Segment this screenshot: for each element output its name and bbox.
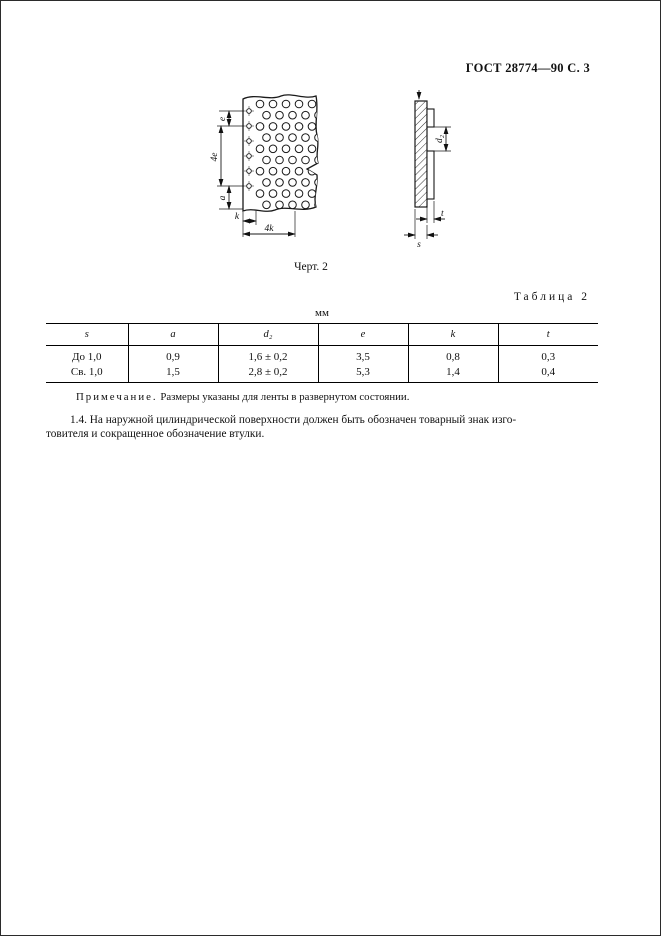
hole-circle: [289, 179, 297, 187]
table-label: Таблица 2: [513, 291, 590, 303]
hole-circle: [282, 190, 290, 198]
hole-circle: [263, 201, 271, 209]
hole-circle: [289, 134, 297, 142]
edge-hole-circle: [247, 124, 252, 129]
hole-circle: [276, 179, 284, 187]
hole-circle: [269, 167, 277, 175]
hole-circle: [308, 123, 316, 131]
hole-circle: [256, 100, 264, 108]
hole-circle: [269, 145, 277, 153]
dim-label-a: a: [218, 195, 228, 201]
table-header-row: [46, 324, 598, 346]
dim-label-4k: 4k: [264, 224, 274, 234]
hole-circle: [269, 123, 277, 131]
col-header-d2: d₂: [218, 324, 318, 346]
hole-circle: [282, 145, 290, 153]
hole-circle: [302, 134, 310, 142]
edge-hole-circle: [247, 109, 252, 114]
dim-label-d2: d₂: [435, 134, 445, 144]
paragraph-1-4: [46, 413, 604, 442]
hole-circle: [256, 167, 264, 175]
table-row: [46, 364, 598, 383]
hole-circle: [282, 167, 290, 175]
hole-circle: [269, 100, 277, 108]
dimension-e: [218, 111, 229, 126]
hole-circle: [295, 190, 303, 198]
hole-circle: [256, 123, 264, 131]
dimension-d2: [434, 127, 451, 151]
col-header-a: a: [128, 324, 218, 346]
dimension-a: [218, 186, 229, 209]
hole-circle: [295, 145, 303, 153]
col-header-t: t: [498, 324, 598, 346]
hole-circle: [315, 179, 323, 187]
table-row: [46, 346, 598, 365]
strip-profile: [427, 109, 434, 199]
col-header-e: e: [318, 324, 408, 346]
cell: 0,4: [498, 364, 598, 383]
hole-circle: [289, 156, 297, 164]
figure-drawing-area: [183, 89, 490, 259]
hole-circle: [289, 111, 297, 119]
hole-circle: [263, 111, 271, 119]
hole-circle: [302, 156, 310, 164]
cell: 0,9: [128, 346, 218, 365]
hole-circle: [263, 156, 271, 164]
section-view-drawing: [395, 89, 490, 249]
perforated-strip-drawing: [183, 89, 353, 259]
hole-circle: [308, 167, 316, 175]
edge-hole-circle: [247, 169, 252, 174]
wall-section: [415, 101, 427, 207]
cell: 5,3: [318, 364, 408, 383]
hole-circle: [282, 100, 290, 108]
hole-circle: [256, 145, 264, 153]
note-label: Примечание.: [76, 391, 158, 403]
cell: 3,5: [318, 346, 408, 365]
hole-circle: [263, 179, 271, 187]
hole-circle: [295, 167, 303, 175]
hole-circle: [256, 190, 264, 198]
hole-circle: [282, 123, 290, 131]
dim-label-s: s: [417, 240, 421, 249]
cell: Св. 1,0: [70, 365, 103, 378]
dim-label-t: t: [441, 209, 444, 219]
hole-circle: [276, 156, 284, 164]
hole-circle: [276, 134, 284, 142]
hole-circle: [263, 134, 271, 142]
cell: 2,8 ± 0,2: [218, 364, 318, 383]
hole-circle: [276, 201, 284, 209]
table-units: мм: [315, 307, 329, 319]
hole-circle: [276, 111, 284, 119]
edge-hole-circle: [247, 184, 252, 189]
document-header: ГОСТ 28774—90 С. 3: [465, 61, 590, 75]
hole-circle: [302, 111, 310, 119]
hole-circle: [295, 100, 303, 108]
cell: До 1,0: [71, 350, 102, 363]
edge-hole-circle: [247, 139, 252, 144]
cell: 1,4: [408, 364, 498, 383]
hole-circle: [295, 123, 303, 131]
dimension-4e: [210, 126, 221, 186]
dimension-k: [235, 212, 256, 222]
col-header-s: s: [46, 324, 128, 346]
dimension-4k: [243, 224, 295, 234]
dim-label-k: k: [234, 212, 240, 222]
hole-circle: [289, 201, 297, 209]
hole-circle: [269, 190, 277, 198]
hole-circle: [308, 100, 316, 108]
figure-caption: Черт. 2: [294, 261, 328, 273]
dimension-s: [404, 209, 438, 249]
edge-hole-circle: [247, 154, 252, 159]
hole-circle: [302, 179, 310, 187]
dim-label-4e: 4e: [210, 152, 220, 162]
cell: 0,3: [498, 346, 598, 365]
hole-circle: [302, 201, 310, 209]
dim-label-e: e: [218, 116, 228, 122]
table-note: [46, 391, 598, 403]
note-text: Размеры указаны для ленты в развернутом состоянии.: [160, 391, 410, 403]
col-header-k: k: [408, 324, 498, 346]
cell: 0,8: [408, 346, 498, 365]
hole-circle: [315, 111, 323, 119]
hole-circle: [308, 190, 316, 198]
cell: 1,6 ± 0,2: [218, 346, 318, 365]
hole-circle: [315, 134, 323, 142]
dimensions-table: [46, 323, 598, 383]
hole-circle: [308, 145, 316, 153]
paragraph-line-1: 1.4. На наружной цилиндрической поверхности должен быть обозначен товарный знак изго-: [70, 414, 517, 426]
cell: 1,5: [128, 364, 218, 383]
paragraph-line-2: товителя и сокращенное обозначение втулки.: [46, 428, 265, 441]
